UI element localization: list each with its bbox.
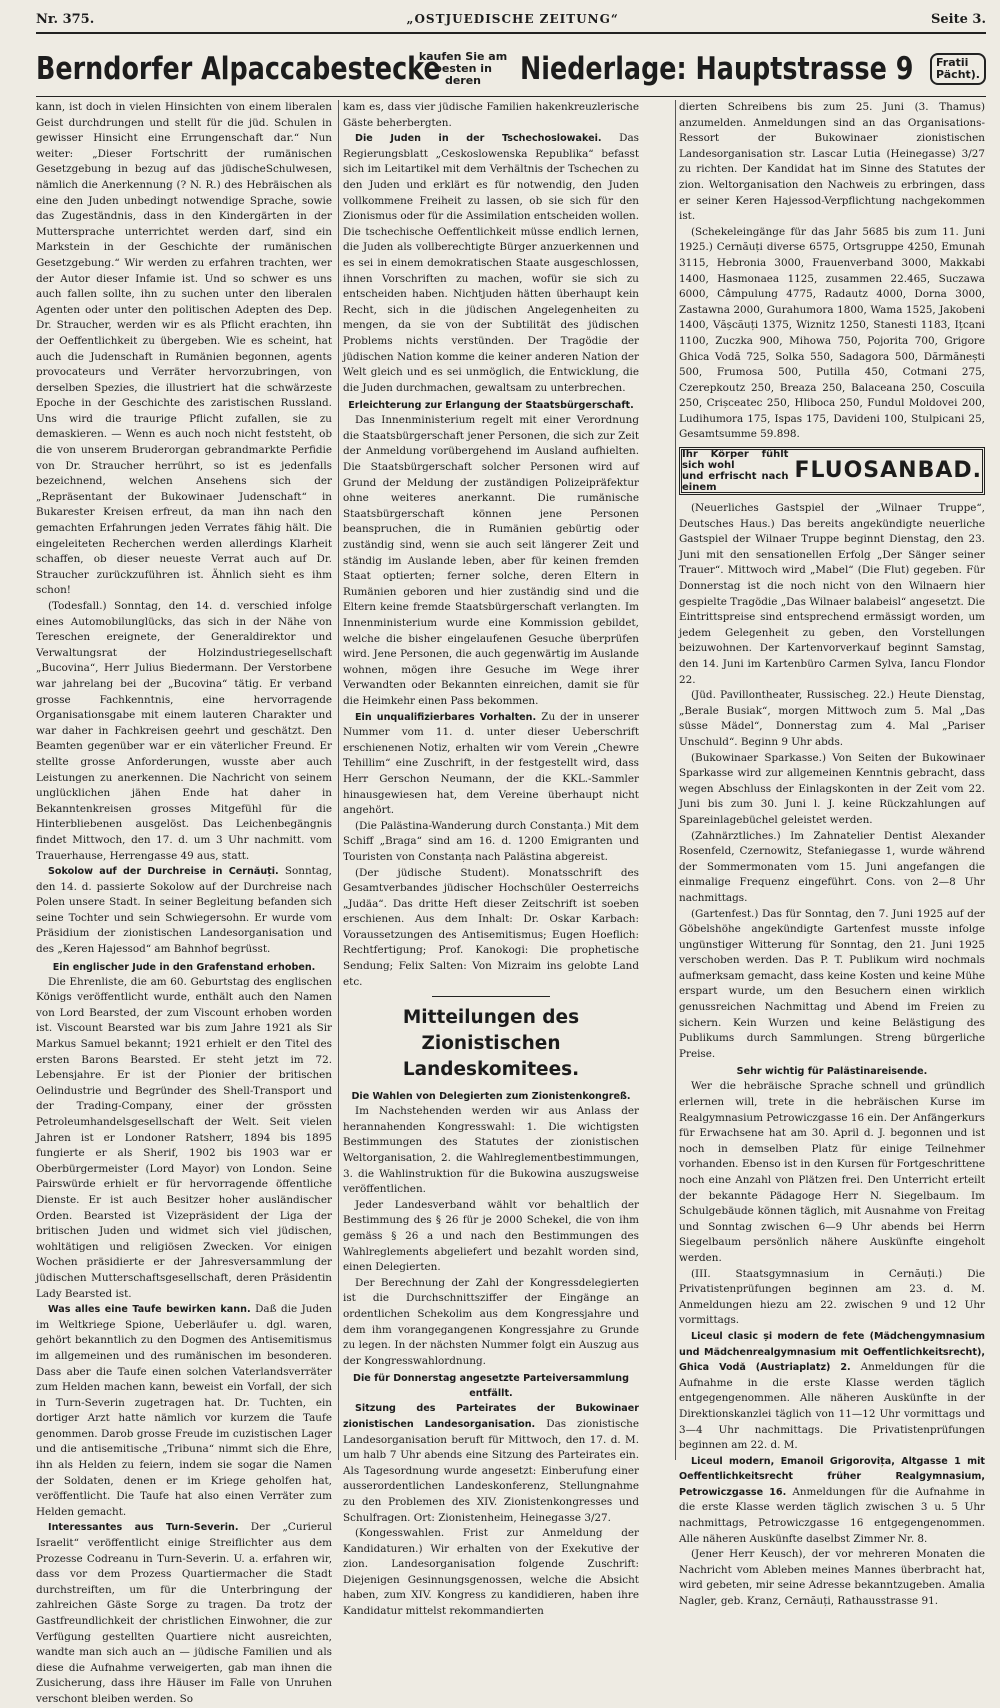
article-text: Sonntag, den 14. d. passierte Sokolow auf der Durchreise nach Polen unsere Stadt. In seiner Begleitung befanden sich seine Tochter und sein Schwiegersohn. Er wurde vom Präsidium der zionistischen Landesorganisation und des „Keren Hajessod“ am Bahnhof begrüsst.: [36, 865, 332, 956]
article-paragraph: (Todesfall.) Sonntag, den 14. d. verschied infolge eines Automobilunglücks, das sich in der Nähe von Tereschen ereignete, der Generaldirektor und Verwaltungsrat der Holzindustriegesellschaft „Bucovina“, Herr Julius Biedermann. Der Verstorbene war jahrelang bei der „Bucovina“ tätig. Er verband grosse Fachkenntnis, eine hervorragende Organisationsgabe mit einem lauteren Charakter und war daher in Fachkreisen geehrt und geschätzt. Den Beamten gegenüber war er ein väterlicher Freund. Er stellte grosse Anforderungen, wusste aber auch Leistungen zu anerkennen. Die Nachricht von seinem unglücklichen jähen Ende hat daher in Bekanntenkreisen grosses Mitgefühl für die Hinterbliebenen ausgelöst. Das Leichenbegängnis findet Mittwoch, den 17. d. um 3 Uhr nachmitt. vom Trauerhause, Herrengasse 49 aus, statt.: [36, 600, 332, 862]
article-paragraph: Das Innenministerium regelt mit einer Verordnung die Staatsbürgerschaft jener Personen, die sich zur Zeit der Anmeldung vorübergehend im Ausland aufhielten. Die Staatsbürgerschaft solcher Personen wird auf Grund der Meldung der zuständigen Polizeipräfektur ohne weiteres anerkannt. Die rumänische Staatsbürgerschaft können jene Personen beanspruchen, die in Rumänien gebürtig oder zuständig sind, wenn sie auch seit längerer Zeit und ständig im Auslande leben, aber für keinen fremden Staat optierten; ferner solche, deren Eltern in Rumänien geboren und hier zuständig sind und die Eltern keine fremde Staatsbürgerschaft verlangten. Im Innenministerium wurde eine Kommission gebildet, welche die bisher eingelaufenen Gesuche überprüfen wird. Jene Personen, die auch gegenwärtig im Auslande wohnen, mögen ihre Gesuche im Wege ihrer Verwandten oder Bekannten einreichen, damit sie für die Heimkehr einen Pass bekommen.: [343, 414, 639, 707]
ad-small-line-1: Ihr Körper fühlt sich wohl: [682, 449, 789, 472]
article-headline: Sitzung des Parteirates der Bukowinaer zionistischen Landesorganisation.: [343, 1403, 639, 1430]
article-headline: Die Juden in der Tschechoslowakei.: [355, 133, 602, 145]
article-headline: Sokolow auf der Durchreise in Cernăuți.: [48, 866, 279, 878]
header-rule: [36, 96, 986, 97]
article-text: Zu der in unserer Nummer vom 11. d. unter dieser Ueberschrift erschienenen Notiz, erhalten wir vom Verein „Chewre Tehillim“ eine Zuschrift, in der festgestellt wird, dass Herr Gerschon Neumann, der die KKL.-Sammler hinausgewiesen hat, dem Vereine überhaupt nicht angehört.: [343, 710, 640, 817]
article-headline: Interessantes aus Turn-Severin.: [48, 1522, 239, 1534]
article-text: Das Regierungsblatt „Ceskoslowenska Republika“ befasst sich im Leitartikel mit dem Verhältnis der Tschechen zu den Juden und erklärt es für notwendig, den Juden vollkommene Freiheit zu lassen, ob sie sich für den Zionismus oder für die Assimilation entscheiden wollen. Die tschechische Oeffentlichkeit müsse endlich lernen, die Juden als vollberechtigte Bürger anzuerkennen und es sei in einem demokratischen Staate ausgeschlossen, ihnen Vorschriften zu machen, wofür sie sich zu entscheiden haben. Nichtjuden hätten überhaupt kein Recht, sich in die jüdischen Angelegenheiten zu mengen, da sie von der Subtilität des jüdischen Problems nichts verstünden. Der Tragödie der jüdischen Nation komme die keiner anderen Nation der Welt gleich und es sei unmöglich, die Entwicklung, die die Juden durchmachen, gewaltsam zu unterbrechen.: [343, 132, 639, 394]
column-3: [679, 100, 986, 1608]
article-text: Anmeldungen für die Aufnahme in die erste Klasse werden täglich zwischen 3 u. 5 Uhr nachmittags, Petrowiczgasse 16 entgegengenommen. Alle näheren Auskünfte daselbst Zimmer Nr. 8.: [679, 1485, 986, 1545]
article-headline: Die für Donnerstag angesetzte Parteiversammlung entfällt.: [353, 1373, 629, 1400]
article-text: Anmeldungen für die Aufnahme in die erste Klasse werden täglich entgegengenommen. Alle näheren Auskünfte in der Direktionskanzlei täglich von 11—12 Uhr vormittags und 3—4 Uhr nachmittags. Die Privatistenprüfungen beginnen am 22. d. M.: [679, 1361, 985, 1452]
ad-small-text: [682, 449, 788, 493]
article-text: Daß die Juden im Weltkriege Spione, Ueberläufer u. dgl. waren, gehört bekanntlich zu den Dogmen des Antisemitismus im allgemeinen und des rumänischen im besonderen. Dass aber die Taufe einen solchen Vaterlandsverräter zum Helden machen kann, beweist ein Vorfall, der sich in Turn-Severin zugetragen hat. Dr. Tuchten, ein dortiger Arzt hatte nämlich vor kurzem die Taufe genommen. Darob grosse Freude im cuzistischen Lager und die antisemitische „Tribuna“ nimmt sich die Ehre, ihn als Helden zu feiern, indem sie sogar die Namen der Soldaten, denen er im Kriege geholfen hat, veröffentlicht. Die Taufe hat also einen Verräter zum Helden gemacht.: [36, 1303, 332, 1518]
article-headline: Liceul modern, Emanoil Grigorovița, Altgasse 1 mit Oeffentlichkeitsrecht früher Realgymnasium, Petrowiczgasse 16.: [679, 1455, 985, 1498]
banner-ad-middle-top: kaufen Sie am: [418, 50, 508, 63]
banner-ad-bracket-top: Fratii: [935, 56, 969, 69]
article-paragraph: (Kongesswahlen. Frist zur Anmeldung der Kandidaturen.) Wir erhalten von der Exekutive der zion. Landesorganisation folgende Zuschrift: Diejenigen Gesinnungsgenossen, welche die Absicht haben, zum XIV. Kongress zu kandidieren, haben ihre Kandidatur mittelst rekommandierten: [343, 1527, 639, 1618]
article-paragraph: (Schekeleingänge für das Jahr 5685 bis zum 11. Juni 1925.) Cernăuți diverse 6575, Ortsgruppe 4250, Emunah 3115, Hebronia 3000, Frauenverband 3000, Makkabi 1400, Hasmonaea 1125, zusammen 22.465, Suczawa 6000, Câmpulung 4775, Radautz 4000, Dorna 3000, Zastawna 2000, Gurahumora 1800, Wama 1525, Jakobeni 1400, Vășcăuți 1375, Wiznitz 1250, Stanesti 1183, Ițcani 1100, Zuczka 900, Mihowa 750, Pojorita 700, Grigore Ghica Vodă 725, Solka 550, Sadagora 500, Dărmănești 500, Frumosa 500, Putilla 450, Cotmani 275, Czerepkoutz 250, Breaza 250, Balaceana 250, Coscuila 250, Crișceatec 250, Hliboca 250, Fundul Moldovei 200, Ludihumora 175, Ispas 175, Davideni 100, Stulpicani 25, Gesamtsumme 59.898.: [679, 225, 985, 441]
article-paragraph: dierten Schreibens bis zum 25. Juni (3. Thamus) anzumelden. Anmeldungen sind an das Organisations-Ressort der Bukowinaer zionistischen Landesorganisation str. Lascar Lutia (Heinegasse) 3/27 zu richten. Der Kandidat hat im Sinne des Statutes der zion. Weltorganisation den Nachweis zu erbringen, dass er seiner Keren Hajessod-Verpflichtung nachgekommen ist.: [679, 101, 985, 223]
article-columns: [36, 100, 986, 1705]
article-paragraph: (Jener Herr Keusch), der vor mehreren Monaten die Nachricht vom Ableben meines Mannes überbracht hat, wird gebeten, mir seine Adresse bekanntzugeben. Amalia Nagler, geb. Kranz, Cernăuți, Rathausstrasse 91.: [679, 1548, 985, 1608]
masthead: „OSTJUEDISCHE ZEITUNG“: [406, 12, 619, 26]
article-paragraph: kam es, dass vier jüdische Familien hakenkreuzlerische Gäste beherbergten.: [343, 101, 639, 129]
article-paragraph: (III. Staatsgymnasium in Cernăuți.) Die Privatistenprüfungen beginnen am 23. d. M. Anmeldungen hiezu am 22. zwischen 9 und 12 Uhr vormittags.: [679, 1267, 985, 1327]
article-headline: Die Wahlen von Delegierten zum Zionistenkongreß.: [351, 1091, 631, 1103]
article-paragraph: Der Berechnung der Zahl der Kongressdelegierten ist die Durchschnittsziffer der Eingänge an ordentlichen Schekolim aus dem Kongressjahre und dem ihm vorangegangenen Kongressjahre zu Grunde zu legen. In der nächsten Nummer folgt ein Auszug aus der Kongresswahlordnung.: [343, 1276, 639, 1367]
banner-ad-bracket-bottom: Pächt).: [935, 68, 980, 81]
issue-number: Nr. 375.: [36, 11, 95, 27]
article-paragraph: Im Nachstehenden werden wir aus Anlass der herannahenden Kongresswahl: 1. Die wichtigsten Bestimmungen des Statutes der zionistischen Weltorganisation, 2. die Wahlreglementbestimmungen, 3. die Wahlinstruktion für die Bukowina auszugsweise veröffentlichen.: [343, 1105, 639, 1196]
ad-brand: FLUOSANBAD.: [794, 458, 982, 484]
article-headline: Ein unqualifizierbares Vorhalten.: [355, 711, 537, 723]
article-text: Der „Curierul Israelit“ veröffentlicht einige Streiflichter aus dem Prozesse Codreanu in Turn-Severin. U. a. erfahren wir, dass vor dem Prozess Quartiermacher die Stadt durchstreiften, um für die Unterbringung der zahlreichen Gäste Sorge zu tragen. Da trotz der Gastfreundlichkeit der christlichen Einwohner, die zur Verfügung gestellten Quartiere nicht ausreichten, wandte man sich auch an — jüdische Familien und als diese die Aufnahme verweigerten, gab man ihnen die Zusicherung, dass ihre Häuser im Falle von Unruhen verschont bleiben werden. So: [36, 1521, 332, 1705]
article-paragraph: (Der jüdische Student). Monatsschrift des Gesamtverbandes jüdischer Hochschüler Oesterreichs „Judäa“. Das dritte Heft dieser Zeitschrift ist soeben erschienen. Aus dem Inhalt: Dr. Oskar Karbach: Voraussetzungen des Antisemitismus; Eugen Hoeflich: Rechtfertigung; Prof. Kanokogi: Die prophetische Sendung; Felix Salten: Von Mizraim ins gelobte Land etc.: [343, 866, 639, 988]
page-header: [36, 6, 986, 34]
article-paragraph: Wer die hebräische Sprache schnell und gründlich erlernen will, trete in die hebräischen Kurse im Realgymnasium Petrowiczgasse 16 ein. Der Anfängerkurs für Erwachsene hat am 30. April d. J. begonnen und ist noch in demselben Platz für einige Teilnehmer vorhanden. Ebenso ist in den Kursen für Fortgeschrittene noch eine Anzahl von Plätzen frei. Den Unterricht erteilt der bekannte Pädagoge Herr N. Siegelbaum. Im Schulgebäude können täglich, mit Ausnahme von Freitag und Sonntag zwischen 6—9 Uhr abends bei Herrn Siegelbaum persönlich nähere Auskünfte eingeholt werden.: [679, 1080, 985, 1264]
article-headline: Was alles eine Taufe bewirken kann.: [48, 1304, 251, 1316]
article-headline: Ein englischer Jude in den Grafenstand erhoben.: [52, 961, 316, 973]
column-1: [36, 100, 332, 1705]
section-separator: [432, 996, 550, 997]
article-paragraph: (Gartenfest.) Das für Sonntag, den 7. Juni 1925 auf der Göbelshöhe angekündigte Gartenfest musste infolge ungünstiger Witterung für Sonntag, den 21. Juni 1925 verschoben werden. Das P. T. Publikum wird nochmals aufmerksam gemacht, dass keine Kosten und keine Mühe erspart wurde, um den Besuchern einen wirklich genussreichen Nachmittag und Abend im Freien zu sichern. Kein Wurzen und keine Belästigung des Publikums durch Sammlungen. Streng bürgerliche Preise.: [679, 907, 985, 1060]
article-paragraph: (Zahnärztliches.) Im Zahnatelier Dentist Alexander Rosenfeld, Czernowitz, Stefaniegasse 1, wurde während der Sommermonaten vom 15. Juni angefangen die einmalige Frequenz eingeführt. Cons. von 2—8 Uhr nachmittags.: [679, 829, 985, 904]
fluosanbad-advertisement: [679, 447, 985, 495]
banner-advertisement: [36, 48, 986, 90]
page-number: Seite 3.: [931, 11, 986, 27]
article-headline: Sehr wichtig für Palästinareisende.: [736, 1066, 928, 1078]
article-headline: Liceul clasic și modern de fete (Mädchengymnasium und Mädchenrealgymnasium mit Oeffentlichkeitsrecht), Ghica Vodă (Austriaplatz) 2.: [679, 1330, 985, 1374]
article-paragraph: Jeder Landesverband wählt vor behaltlich der Bestimmung des § 26 für je 2000 Schekel, die von ihm gemäss § 26 a und nach den Bestimmungen des Wahlreglements abgeliefert und bezahlt worden sind, einen Delegierten.: [343, 1198, 639, 1274]
banner-ad-bracket: [930, 53, 986, 85]
banner-ad-left-text: Berndorfer Alpaccabestecke: [36, 51, 441, 87]
article-paragraph: (Jüd. Pavillontheater, Russischeg. 22.) Heute Dienstag, „Berale Busiak“, morgen Mittwoch zum 5. Mal „Das süsse Mädel“, Donnerstag zum 4. Mal „Pariser Unschuld“. Beginn 9 Uhr abds.: [679, 689, 985, 748]
article-paragraph: (Die Palästina-Wanderung durch Constanța.) Mit dem Schiff „Braga“ sind am 16. d. 1200 Emigranten und Touristen von Constanța nach Palästina abgereist.: [343, 819, 639, 863]
article-paragraph: (Neuerliches Gastspiel der „Wilnaer Truppe“, Deutsches Haus.) Das bereits angekündigte neuerliche Gastspiel der Wilnaer Truppe beginnt Dienstag, den 23. Juni mit den sensationellen Erfolg „Der Sänger seiner Trauer“. Mittwoch wird „Mabel“ (Die Flut) gegeben. Für Donnerstag ist die noch nicht von den Wilnaern hier gespielte Tragödie „Das Wilnaer balabeisl“ angesetzt. Die Eintrittspreise sind entsprechend ermässigt worden, um jedem Gelegenheit zu geben, den Vorstellungen beizuwohnen. Der Kartenvorverkauf beginnt Samstag, den 14. Juni im Kartenbüro Carmen Sylva, Iancu Flondor 22.: [679, 502, 985, 686]
banner-ad-middle-bottom: besten in deren: [434, 62, 492, 87]
article-headline: Erleichterung zur Erlangung der Staatsbürgerschaft.: [348, 400, 634, 412]
banner-ad-right-text: Niederlage: Hauptstrasse 9: [519, 51, 914, 87]
column-2: [343, 100, 640, 1618]
article-paragraph: Die Ehrenliste, die am 60. Geburtstag des englischen Königs veröffentlicht wurde, enthält auch den Namen von Lord Bearsted, der zum Viscount erhoben worden ist. Viscount Bearsted war bis zum Jahre 1921 als Sir Markus Samuel bekannt; 1921 erhielt er den Titel des ersten Barons Bearsted. Er steht jetzt im 72. Lebensjahre. Er ist der Pionier der britischen Oelindustrie und Begründer des Shell-Transport und der Trading-Company, einer der grössten Petroleumhandelsgesellschaft der Welt. Seit vielen Jahren ist er Londoner Ratsherr, 1894 bis 1895 fungierte er als Sherif, 1902 bis 1903 war er Oberbürgermeister (Lord Mayor) von London. Seine Pairswürde erhielt er für hervorragende öffentliche Dienste. Er ist auch Besitzer hoher ausländischer Orden. Bearsted ist Vizepräsident der Liga der britischen Juden und widmet sich viel jüdischen, wohltätigen und religiösen Zwecken. Vor einigen Wochen präsidierte er der Jahresversammlung der jüdischen Mutterschaftsgesellschaft, deren Präsidentin Lady Bearsted ist.: [36, 975, 332, 1300]
ad-small-line-2: und erfrischt nach einem: [682, 471, 789, 494]
section-title: Mitteilungen des Zionistischen Landeskomitees.: [402, 1007, 580, 1081]
article-paragraph: kann, ist doch in vielen Hinsichten von einem liberalen Geist durchdrungen und stellt für die jüd. Schulen in gewisser Hinsicht eine Errungenschaft dar.“ Nun weiter: „Dieser Fortschritt der rumänischen Gesetzgebung in bezug auf das jüdischeSchulwesen, nämlich die Anerkennung (? N. R.) des Hebräischen als eine den Juden unbedingt notwendige Sprache, sowie das Zugeständnis, dass in den Kindergärten in der Muttersprache unterrichtet werden darf, sind ein Markstein in der Geschichte der rumänischen Gesetzgebung.“ Wir werden zu erfahren trachten, wer der Autor dieser Infamie ist. Und so schwer es uns auch fallen sollte, ihn zu suchen unter den liberalen Agenten oder unter den politischen Adepten des Dep. Dr. Straucher, werden wir es als Pflicht erachten, ihn der Oeffentlichkeit zu übergeben. Wie es scheint, hat auch die Judenschaft in Rumänien begonnen, agents provocateurs und Verräter hervorzubringen, von derselben Spezies, die illustriert hat die schwärzeste Epoche in der Geschichte des zaristischen Russland. Uns wird die traurige Pflicht zufallen, sie zu demaskieren. — Wenn es auch noch nicht feststeht, ob die von unserem Bruderorgan gebrandmarkte Perfidie von Dr. Straucher herrührt, so ist es jedenfalls bezeichnend, welchen Ansehens sich der „Repräsentant der Bukowinaer Judenschaft“ in Bukarester Kreisen erfreut, da man ihn nach den gemachten Erfahrungen jeden Verrates fähig hält. Die eingeleiteten Recherchen werden allerdings Klarheit schaffen, ob dieser neueste Verrat auch auf Dr. Straucher zurückzuführen ist. Ähnlich sieht es ihm schon!: [36, 101, 332, 597]
article-paragraph: (Bukowinaer Sparkasse.) Von Seiten der Bukowinaer Sparkasse wird zur allgemeinen Kenntnis gebracht, dass wegen Abschluss der Einlagskonten in der Zeit vom 22. Juni bis zum 30. Juni l. J. keine Rückzahlungen auf Spareinlagebüchel geleistet werden.: [679, 751, 985, 826]
article-text: Das zionistische Landesorganisation beruft für Mittwoch, den 17. d. M. um halb 7 Uhr abends eine Sitzung des Parteirates ein. Als Tagesordnung wurde angesetzt: Einberufung einer ausserordentlichen Landeskonferenz, Stellungnahme zu den Problemen des XIV. Zionistenkongresses und Schulfragen. Ort: Zionistenheim, Heinegasse 3/27.: [343, 1417, 640, 1524]
